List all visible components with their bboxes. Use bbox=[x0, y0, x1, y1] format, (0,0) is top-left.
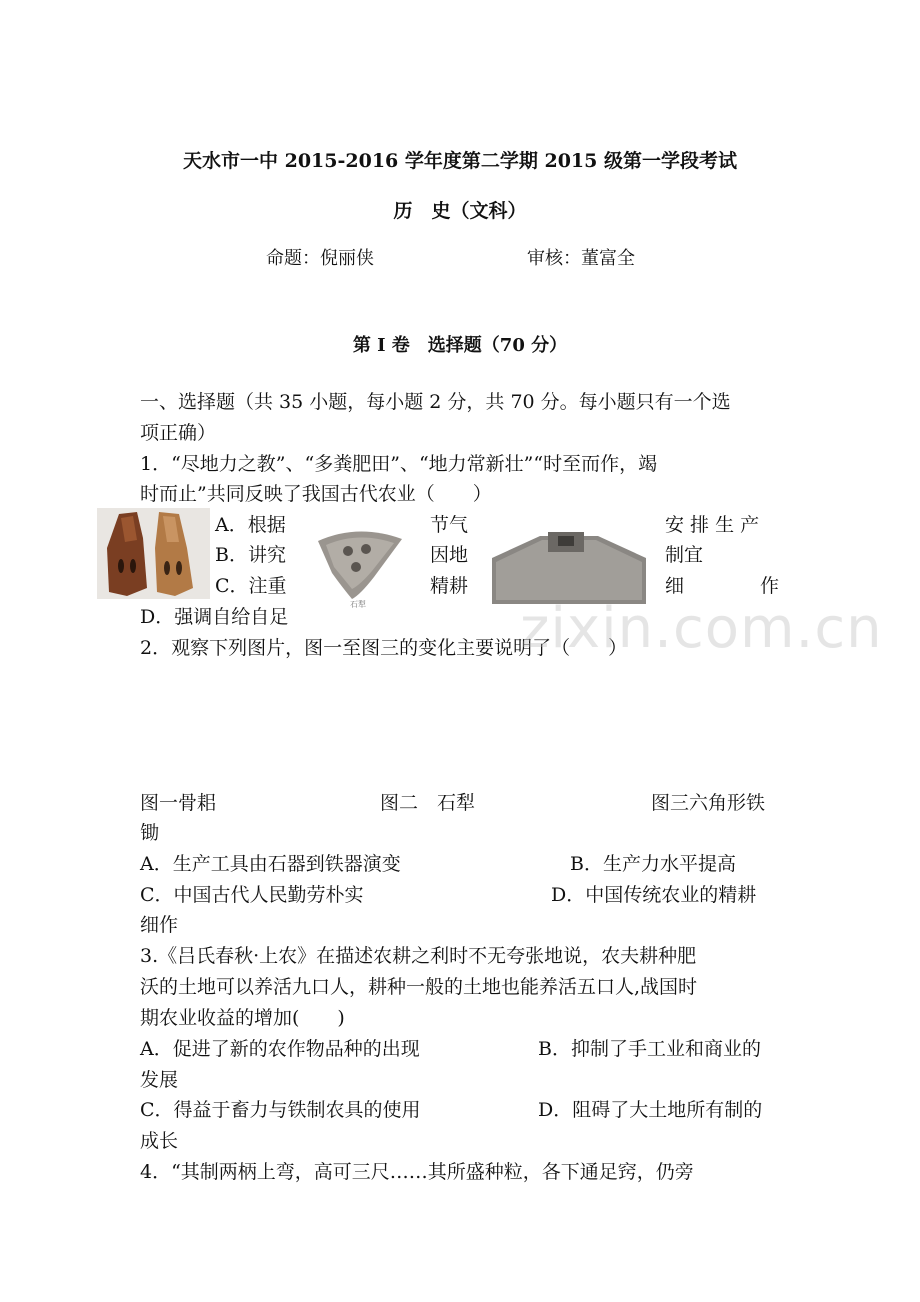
exam-title: 天水市一中 2015-2016 学年度第二学期 2015 级第一学段考试 bbox=[183, 150, 737, 172]
q1-option-d: D．强调自给自足 bbox=[140, 606, 289, 628]
q1-option-b-part2: 因地 bbox=[430, 544, 469, 566]
q4-stem-line-1: 4．“其制两柄上弯，高可三尺……其所盛种粒，各下通足窍，仍旁 bbox=[140, 1161, 694, 1183]
q1-option-c-part3: 细 bbox=[665, 575, 685, 597]
q1-option-b-part3: 制宜 bbox=[665, 544, 704, 566]
reviewer-credit: 审核：董富全 bbox=[527, 248, 635, 269]
q2-caption-1: 图一骨耜 bbox=[140, 792, 217, 814]
q1-stem-line-2: 时而止”共同反映了我国古代农业（ ） bbox=[140, 483, 492, 505]
q2-stem: 2．观察下列图片，图一至图三的变化主要说明了（ ） bbox=[140, 637, 628, 659]
q1-option-a-part1: A．根据 bbox=[215, 514, 286, 536]
q3-stem-line-3: 期农业收益的增加( ) bbox=[140, 1007, 345, 1029]
q1-option-c-part4: 作 bbox=[760, 575, 780, 597]
q1-option-b-part1: B．讲究 bbox=[215, 544, 286, 566]
section-heading: 第 I 卷 选择题（70 分） bbox=[352, 335, 568, 356]
q2-option-a: A．生产工具由石器到铁器演变 bbox=[140, 853, 401, 875]
q1-option-c-part1: C．注重 bbox=[215, 575, 287, 597]
author-credit: 命题：倪丽侠 bbox=[266, 248, 374, 269]
q3-option-a: A．促进了新的农作物品种的出现 bbox=[140, 1038, 420, 1060]
q3-option-b-line-2: 发展 bbox=[140, 1069, 179, 1091]
bone-si-image bbox=[97, 508, 210, 599]
instruction-line-1: 一、选择题（共 35 小题，每小题 2 分，共 70 分。每小题只有一个选 bbox=[140, 391, 731, 413]
q1-stem-line-1: 1．“尽地力之教”、“多粪肥田”、“地力常新壮”“时至而作，竭 bbox=[140, 453, 658, 475]
q3-option-c: C．得益于畜力与铁制农具的使用 bbox=[140, 1099, 421, 1121]
q3-stem-line-2: 沃的土地可以养活九口人，耕种一般的土地也能养活五口人,战国时 bbox=[140, 976, 698, 998]
q2-option-d-line-2: 细作 bbox=[140, 914, 179, 936]
q2-caption-3-line-1: 图三六角形铁 bbox=[651, 792, 766, 814]
q2-caption-2: 图二 石犁 bbox=[380, 792, 476, 814]
q3-option-d-line-2: 成长 bbox=[140, 1130, 179, 1152]
q3-option-d-line-1: D．阻碍了大土地所有制的 bbox=[538, 1099, 763, 1121]
q3-stem-line-1: 3.《吕氏春秋·上农》在描述农耕之利时不无夸张地说，农夫耕种肥 bbox=[140, 945, 697, 967]
q2-option-c: C．中国古代人民勤劳朴实 bbox=[140, 884, 364, 906]
q2-option-d-line-1: D．中国传统农业的精耕 bbox=[551, 884, 757, 906]
subject-title: 历 史（文科） bbox=[393, 200, 527, 222]
q3-option-b-line-1: B．抑制了手工业和商业的 bbox=[538, 1038, 761, 1060]
instruction-line-2: 项正确） bbox=[140, 422, 217, 444]
q2-option-b: B．生产力水平提高 bbox=[570, 853, 736, 875]
q1-option-a-part2: 节气 bbox=[430, 514, 469, 536]
stone-plough-caption: 石犁 bbox=[350, 600, 366, 609]
q1-option-a-part3: 安 排 生 产 bbox=[665, 514, 760, 536]
stone-plough-image bbox=[312, 515, 406, 611]
watermark: zixin.com.cn bbox=[520, 596, 883, 661]
q2-caption-3-line-2: 锄 bbox=[140, 822, 160, 844]
q1-option-c-part2: 精耕 bbox=[430, 575, 469, 597]
